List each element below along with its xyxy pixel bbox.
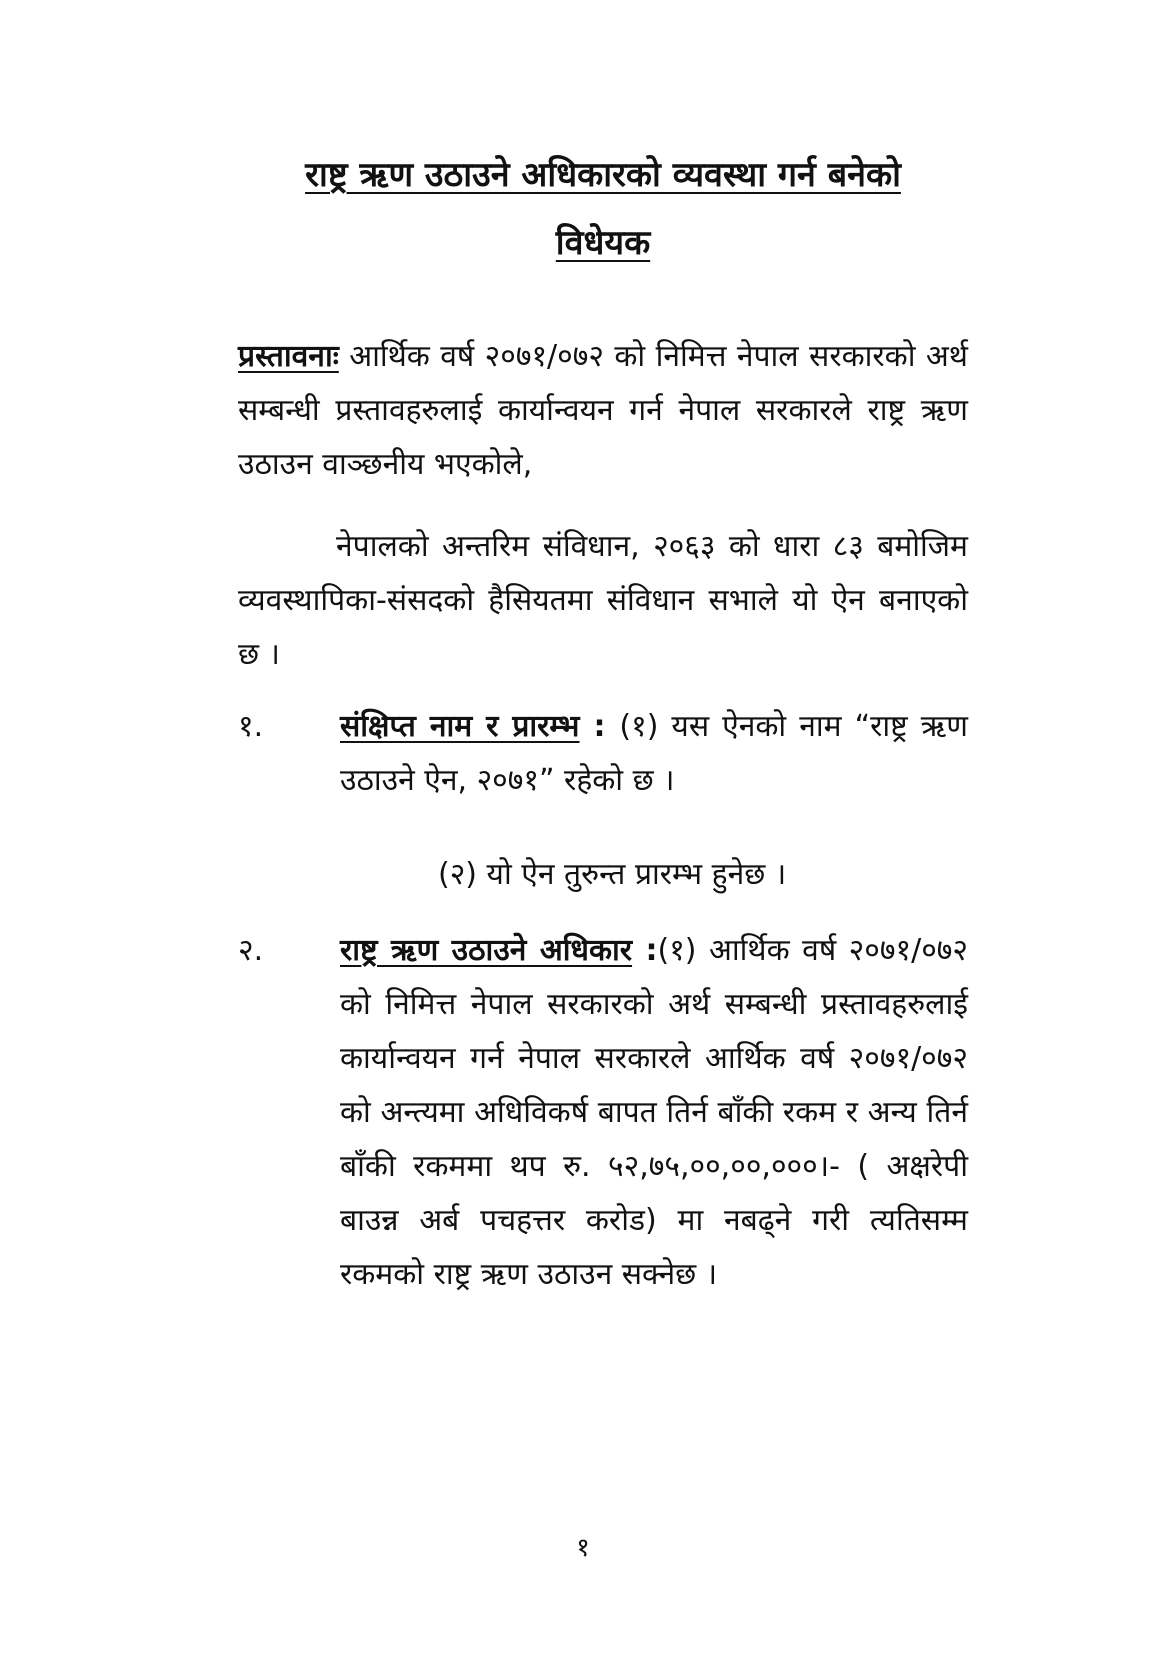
bill-title: राष्ट्र ऋण उठाउने अधिकारको व्यवस्था गर्न बनेको bbox=[305, 155, 901, 195]
section-1-body bbox=[340, 700, 968, 808]
section-2-text: (१) आर्थिक वर्ष २०७१/०७२ को निमित्त नेपाल सरकारको अर्थ सम्बन्धी प्रस्तावहरुलाई कार्यान्वयन गर्न नेपाल सरकारले आर्थिक वर्ष २०७१/०७२ को अन्त्यमा अधिविकर्ष बापत तिर्न बाँकी रकम र अन्य तिर्न बाँकी रकममा थप रु. ५२,७५,००,००,०००।- ( अक्षरेपी बाउन्न अर्ब पचहत्तर करोड) मा नबढ्ने गरी त्यतिसम्म रकमको राष्ट्र ऋण उठाउन सक्नेछ । bbox=[340, 933, 968, 1292]
preamble-label: प्रस्तावनाः bbox=[238, 339, 339, 374]
preamble-text: आर्थिक वर्ष २०७१/०७२ को निमित्त नेपाल सरकारको अर्थ सम्बन्धी प्रस्तावहरुलाई कार्यान्वयन गर्न नेपाल सरकारले राष्ट्र ऋण उठाउन वाञ्छनीय भएकोले, bbox=[238, 339, 968, 482]
bill-title-subtitle: विधेयक bbox=[555, 223, 651, 263]
section-2-body bbox=[340, 924, 968, 1302]
enactment-clause: नेपालको अन्तरिम संविधान, २०६३ को धारा ८३ बमोजिम व्यवस्थापिका-संसदको हैसियतमा संविधान सभाले यो ऐन बनाएको छ । bbox=[238, 529, 968, 672]
section-2-heading: राष्ट्र ऋण उठाउने अधिकार bbox=[340, 933, 633, 968]
section-2-number: २. bbox=[238, 933, 264, 968]
section-1-text: (१) यस ऐनको नाम “राष्ट्र ऋण उठाउने ऐन, २०७१” रहेको छ । bbox=[340, 709, 968, 798]
preamble-paragraph bbox=[238, 330, 968, 492]
section-1-subsection-2: (२) यो ऐन तुरुन्त प्रारम्भ हुनेछ । bbox=[438, 857, 787, 892]
section-1-heading: संक्षिप्त नाम र प्रारम्भ bbox=[340, 709, 580, 744]
section-2-separator: : bbox=[632, 933, 658, 968]
section-1-separator: : bbox=[579, 709, 620, 744]
page-number: १ bbox=[576, 1533, 590, 1563]
section-1-number: १. bbox=[238, 709, 264, 744]
